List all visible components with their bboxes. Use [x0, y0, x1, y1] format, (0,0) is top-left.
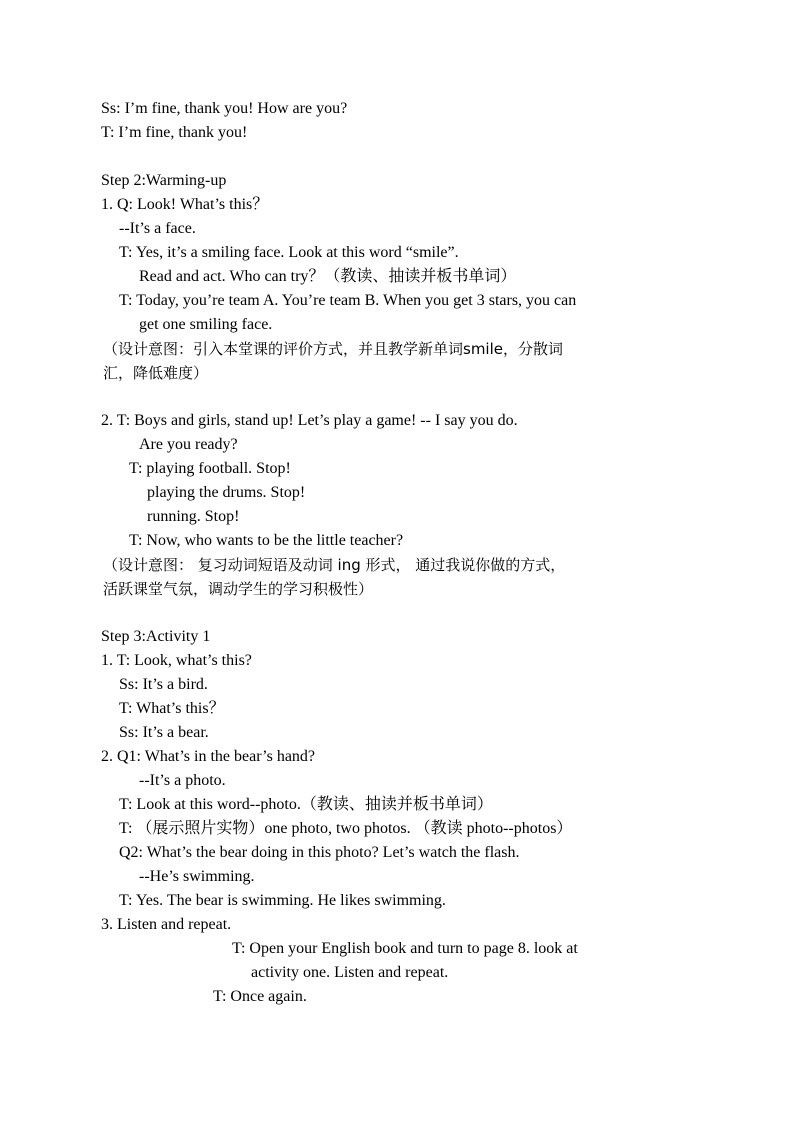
- dialogue-line: T: Yes, it’s a smiling face. Look at this word “smile”.: [119, 244, 459, 261]
- design-intent-note: （设计意图：引入本堂课的评价方式，并且教学新单词smile，分散词: [103, 340, 563, 358]
- section-heading: Step 2:Warming-up: [101, 172, 227, 189]
- dialogue-line: T: What’s this？: [119, 700, 225, 717]
- dialogue-line: T: Yes. The bear is swimming. He likes swimming.: [119, 892, 446, 909]
- design-intent-note: （设计意图： 复习动词短语及动词 ing 形式， 通过我说你做的方式，: [103, 556, 566, 574]
- dialogue-line: T: playing football. Stop!: [129, 460, 291, 477]
- dialogue-line: T: Now, who wants to be the little teacher?: [129, 532, 404, 549]
- dialogue-line: 1. T: Look, what’s this?: [101, 652, 252, 669]
- section-heading: Step 3:Activity 1: [101, 628, 211, 645]
- dialogue-line: --It’s a photo.: [139, 772, 226, 789]
- dialogue-line: Ss: It’s a bird.: [119, 676, 208, 693]
- dialogue-line: --It’s a face.: [119, 220, 196, 237]
- dialogue-line: Read and act. Who can try？（教读、抽读并板书单词）: [139, 268, 517, 285]
- dialogue-line: Are you ready?: [139, 436, 238, 453]
- dialogue-line: T: Once again.: [213, 988, 307, 1005]
- dialogue-line: 2. Q1: What’s in the bear’s hand?: [101, 748, 316, 765]
- dialogue-line: --He’s swimming.: [139, 868, 255, 885]
- dialogue-line: running. Stop!: [147, 508, 240, 525]
- dialogue-line: Ss: I’m fine, thank you! How are you?: [101, 100, 348, 117]
- design-intent-note: 汇，降低难度）: [103, 364, 209, 382]
- dialogue-line: 3. Listen and repeat.: [101, 916, 232, 933]
- dialogue-line: activity one. Listen and repeat.: [251, 964, 449, 981]
- dialogue-line: Ss: It’s a bear.: [119, 724, 209, 741]
- dialogue-line: Q2: What’s the bear doing in this photo? Let’s watch the flash.: [119, 844, 520, 861]
- dialogue-line: T: I’m fine, thank you!: [101, 124, 248, 141]
- dialogue-line: playing the drums. Stop!: [147, 484, 306, 501]
- dialogue-line: get one smiling face.: [139, 316, 273, 333]
- dialogue-line: T: Open your English book and turn to page 8. look at: [232, 940, 578, 957]
- dialogue-line: T: Today, you’re team A. You’re team B. When you get 3 stars, you can: [119, 292, 577, 309]
- dialogue-line: 1. Q: Look! What’s this？: [101, 196, 269, 213]
- dialogue-line: 2. T: Boys and girls, stand up! Let’s play a game! -- I say you do.: [101, 412, 518, 429]
- dialogue-line: T: （展示照片实物）one photo, two photos. （教读 photo--photos）: [119, 820, 573, 837]
- dialogue-line: T: Look at this word--photo.（教读、抽读并板书单词）: [119, 796, 493, 813]
- design-intent-note: 活跃课堂气氛，调动学生的学习积极性）: [103, 580, 374, 598]
